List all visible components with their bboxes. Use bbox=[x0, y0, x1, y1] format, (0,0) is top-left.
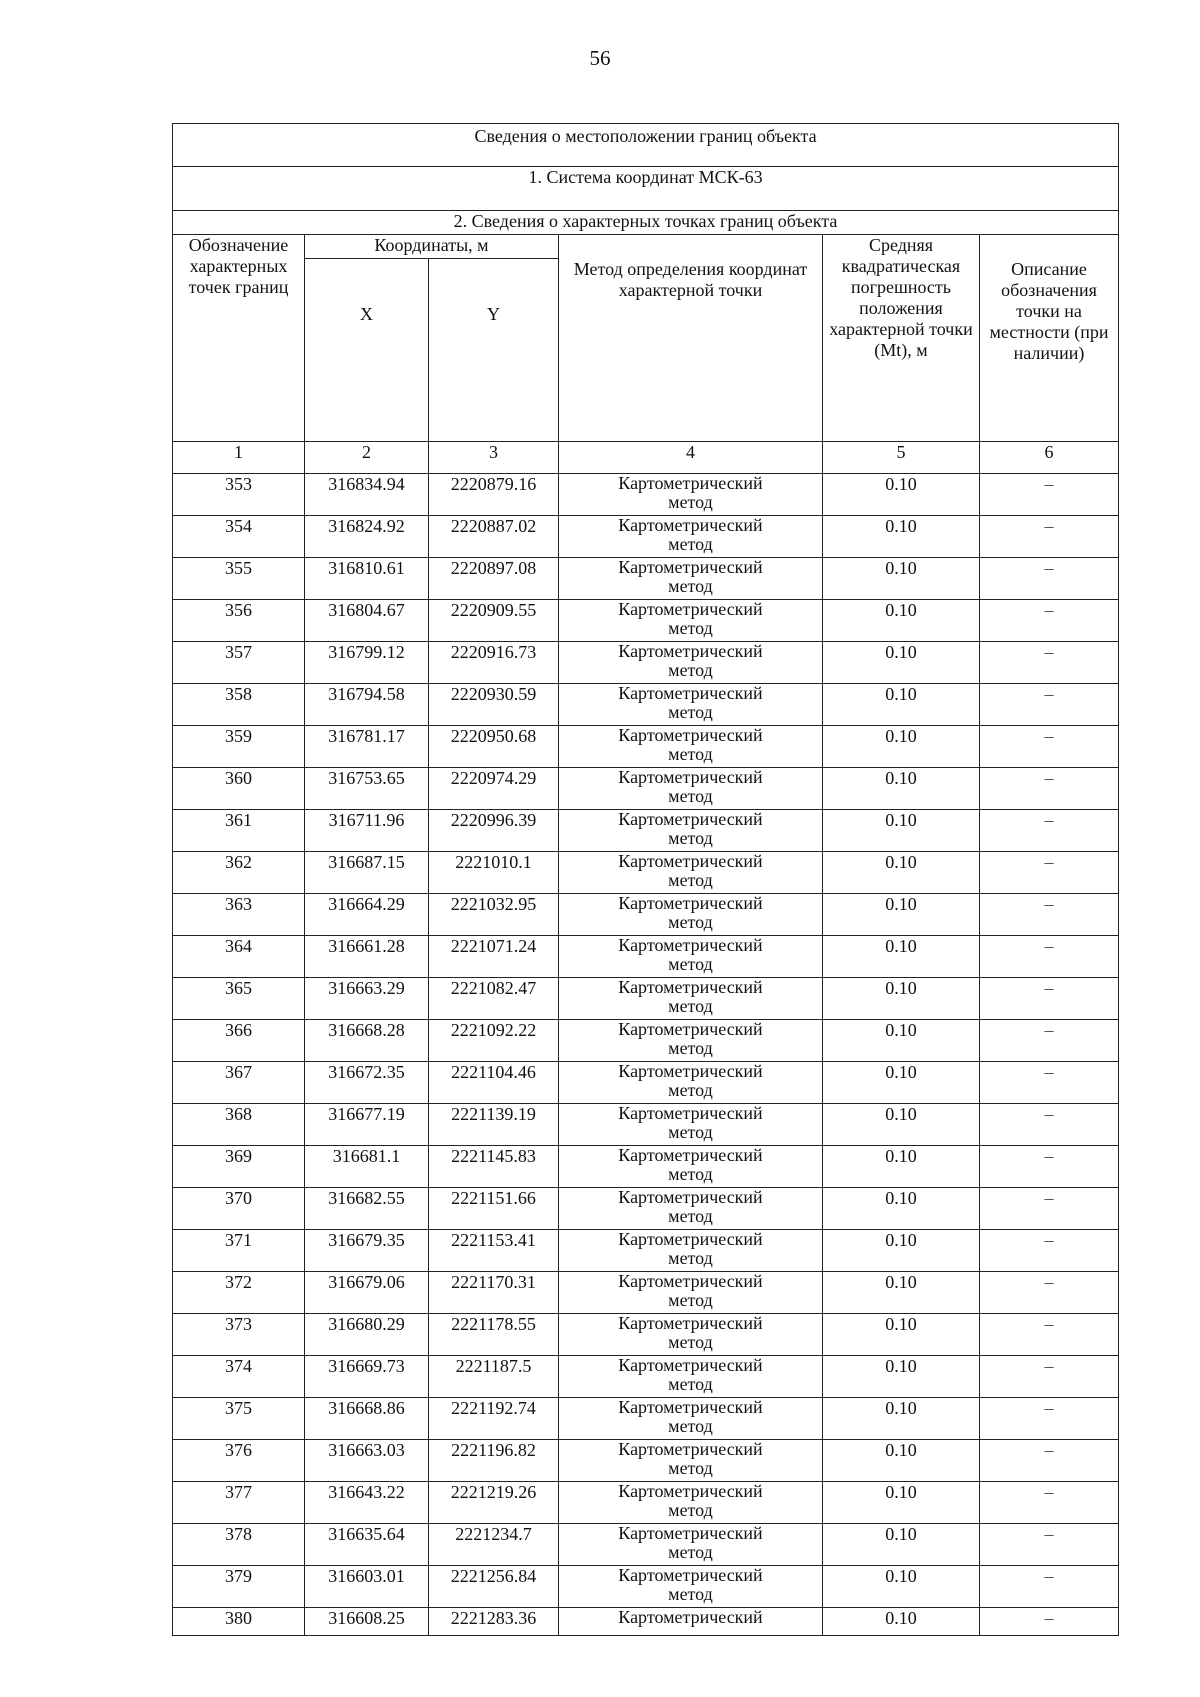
method-line-2: метод bbox=[668, 870, 713, 890]
description-cell: – bbox=[980, 1062, 1119, 1104]
x-coordinate-cell: 316680.29 bbox=[305, 1314, 429, 1356]
description-cell: – bbox=[980, 474, 1119, 516]
header-coords: Координаты, м bbox=[305, 235, 559, 259]
description-cell: – bbox=[980, 1608, 1119, 1636]
table-row bbox=[173, 1104, 1119, 1146]
method-line-2: метод bbox=[668, 744, 713, 764]
error-cell: 0.10 bbox=[823, 978, 980, 1020]
table-row bbox=[173, 1230, 1119, 1272]
method-line-1: Картометрический bbox=[618, 1355, 763, 1375]
coordinate-system: 1. Система координат МСК-63 bbox=[173, 167, 1119, 211]
y-coordinate-cell: 2221151.66 bbox=[429, 1188, 559, 1230]
method-cell bbox=[559, 642, 823, 684]
point-id-cell: 365 bbox=[173, 978, 305, 1020]
error-cell: 0.10 bbox=[823, 1314, 980, 1356]
method-line-1: Картометрический bbox=[618, 1397, 763, 1417]
method-cell bbox=[559, 474, 823, 516]
y-coordinate-cell: 2221196.82 bbox=[429, 1440, 559, 1482]
point-id-cell: 360 bbox=[173, 768, 305, 810]
description-cell: – bbox=[980, 852, 1119, 894]
error-cell: 0.10 bbox=[823, 726, 980, 768]
description-cell: – bbox=[980, 558, 1119, 600]
x-coordinate-cell: 316799.12 bbox=[305, 642, 429, 684]
method-line-2: метод bbox=[668, 828, 713, 848]
method-line-2: метод bbox=[668, 1584, 713, 1604]
table-row bbox=[173, 1146, 1119, 1188]
description-cell: – bbox=[980, 1230, 1119, 1272]
method-cell bbox=[559, 768, 823, 810]
description-cell: – bbox=[980, 726, 1119, 768]
method-line-2: метод bbox=[668, 492, 713, 512]
column-number-row bbox=[173, 442, 1119, 474]
method-cell bbox=[559, 894, 823, 936]
error-cell: 0.10 bbox=[823, 600, 980, 642]
description-cell: – bbox=[980, 1146, 1119, 1188]
y-coordinate-cell: 2220996.39 bbox=[429, 810, 559, 852]
method-cell bbox=[559, 978, 823, 1020]
error-cell: 0.10 bbox=[823, 642, 980, 684]
method-line-1: Картометрический bbox=[618, 1607, 763, 1627]
method-cell bbox=[559, 726, 823, 768]
y-coordinate-cell: 2221092.22 bbox=[429, 1020, 559, 1062]
error-cell: 0.10 bbox=[823, 1020, 980, 1062]
point-id-cell: 374 bbox=[173, 1356, 305, 1398]
method-line-2: метод bbox=[668, 1416, 713, 1436]
method-cell bbox=[559, 1188, 823, 1230]
error-cell: 0.10 bbox=[823, 684, 980, 726]
method-cell bbox=[559, 1356, 823, 1398]
point-id-cell: 378 bbox=[173, 1524, 305, 1566]
description-cell: – bbox=[980, 1524, 1119, 1566]
method-line-1: Картометрический bbox=[618, 893, 763, 913]
y-coordinate-cell: 2221192.74 bbox=[429, 1398, 559, 1440]
point-id-cell: 372 bbox=[173, 1272, 305, 1314]
table-row bbox=[173, 1482, 1119, 1524]
description-cell: – bbox=[980, 978, 1119, 1020]
point-id-cell: 361 bbox=[173, 810, 305, 852]
method-line-1: Картометрический bbox=[618, 1061, 763, 1081]
point-id-cell: 354 bbox=[173, 516, 305, 558]
point-id-cell: 369 bbox=[173, 1146, 305, 1188]
x-coordinate-cell: 316669.73 bbox=[305, 1356, 429, 1398]
table-row bbox=[173, 810, 1119, 852]
point-id-cell: 366 bbox=[173, 1020, 305, 1062]
method-line-1: Картометрический bbox=[618, 1523, 763, 1543]
header-error: Средняя квадратическая погрешность положения характерной точки (Mt), м bbox=[823, 235, 980, 442]
point-id-cell: 364 bbox=[173, 936, 305, 978]
method-cell bbox=[559, 1314, 823, 1356]
method-line-2: метод bbox=[668, 576, 713, 596]
y-coordinate-cell: 2221071.24 bbox=[429, 936, 559, 978]
method-line-1: Картометрический bbox=[618, 1565, 763, 1585]
method-line-1: Картометрический bbox=[618, 1103, 763, 1123]
header-x: X bbox=[305, 259, 429, 442]
column-number: 1 bbox=[173, 442, 305, 474]
error-cell: 0.10 bbox=[823, 1104, 980, 1146]
description-cell: – bbox=[980, 1104, 1119, 1146]
point-id-cell: 371 bbox=[173, 1230, 305, 1272]
x-coordinate-cell: 316672.35 bbox=[305, 1062, 429, 1104]
method-line-2: метод bbox=[668, 1542, 713, 1562]
method-line-1: Картометрический bbox=[618, 1229, 763, 1249]
method-line-2: метод bbox=[668, 1206, 713, 1226]
method-line-2: метод bbox=[668, 534, 713, 554]
table-row bbox=[173, 1188, 1119, 1230]
description-cell: – bbox=[980, 810, 1119, 852]
x-coordinate-cell: 316608.25 bbox=[305, 1608, 429, 1636]
table-row bbox=[173, 684, 1119, 726]
error-cell: 0.10 bbox=[823, 1524, 980, 1566]
method-cell bbox=[559, 684, 823, 726]
description-cell: – bbox=[980, 1440, 1119, 1482]
y-coordinate-cell: 2221170.31 bbox=[429, 1272, 559, 1314]
error-cell: 0.10 bbox=[823, 768, 980, 810]
x-coordinate-cell: 316664.29 bbox=[305, 894, 429, 936]
table-row bbox=[173, 1356, 1119, 1398]
description-cell: – bbox=[980, 684, 1119, 726]
method-cell bbox=[559, 558, 823, 600]
column-number: 3 bbox=[429, 442, 559, 474]
point-id-cell: 373 bbox=[173, 1314, 305, 1356]
x-coordinate-cell: 316661.28 bbox=[305, 936, 429, 978]
table-row bbox=[173, 1440, 1119, 1482]
method-cell bbox=[559, 1104, 823, 1146]
point-id-cell: 380 bbox=[173, 1608, 305, 1636]
y-coordinate-cell: 2221082.47 bbox=[429, 978, 559, 1020]
description-cell: – bbox=[980, 1398, 1119, 1440]
error-cell: 0.10 bbox=[823, 1188, 980, 1230]
table-row bbox=[173, 1524, 1119, 1566]
method-line-1: Картометрический bbox=[618, 1019, 763, 1039]
method-line-1: Картометрический bbox=[618, 1313, 763, 1333]
table-row bbox=[173, 852, 1119, 894]
x-coordinate-cell: 316711.96 bbox=[305, 810, 429, 852]
method-line-1: Картометрический bbox=[618, 641, 763, 661]
method-line-1: Картометрический bbox=[618, 599, 763, 619]
point-id-cell: 370 bbox=[173, 1188, 305, 1230]
point-id-cell: 367 bbox=[173, 1062, 305, 1104]
point-id-cell: 358 bbox=[173, 684, 305, 726]
method-cell bbox=[559, 1146, 823, 1188]
y-coordinate-cell: 2220897.08 bbox=[429, 558, 559, 600]
y-coordinate-cell: 2221153.41 bbox=[429, 1230, 559, 1272]
description-cell: – bbox=[980, 1020, 1119, 1062]
method-line-2: метод bbox=[668, 1332, 713, 1352]
table-row bbox=[173, 516, 1119, 558]
table-row bbox=[173, 1272, 1119, 1314]
method-line-1: Картометрический bbox=[618, 935, 763, 955]
description-cell: – bbox=[980, 642, 1119, 684]
method-line-1: Картометрический bbox=[618, 557, 763, 577]
method-cell bbox=[559, 516, 823, 558]
y-coordinate-cell: 2221178.55 bbox=[429, 1314, 559, 1356]
method-line-2: метод bbox=[668, 660, 713, 680]
error-cell: 0.10 bbox=[823, 1482, 980, 1524]
method-line-2: метод bbox=[668, 1500, 713, 1520]
x-coordinate-cell: 316663.29 bbox=[305, 978, 429, 1020]
x-coordinate-cell: 316679.35 bbox=[305, 1230, 429, 1272]
error-cell: 0.10 bbox=[823, 558, 980, 600]
y-coordinate-cell: 2221219.26 bbox=[429, 1482, 559, 1524]
description-cell: – bbox=[980, 1356, 1119, 1398]
x-coordinate-cell: 316794.58 bbox=[305, 684, 429, 726]
description-cell: – bbox=[980, 1272, 1119, 1314]
method-cell bbox=[559, 936, 823, 978]
error-cell: 0.10 bbox=[823, 894, 980, 936]
method-line-2: метод bbox=[668, 1248, 713, 1268]
y-coordinate-cell: 2220879.16 bbox=[429, 474, 559, 516]
method-line-1: Картометрический bbox=[618, 977, 763, 997]
method-line-2: метод bbox=[668, 1080, 713, 1100]
method-line-1: Картометрический bbox=[618, 809, 763, 829]
description-cell: – bbox=[980, 1188, 1119, 1230]
method-cell bbox=[559, 1608, 823, 1636]
table-row bbox=[173, 558, 1119, 600]
method-line-1: Картометрический bbox=[618, 1271, 763, 1291]
method-line-2: метод bbox=[668, 1290, 713, 1310]
column-number: 4 bbox=[559, 442, 823, 474]
method-line-2: метод bbox=[668, 702, 713, 722]
error-cell: 0.10 bbox=[823, 1608, 980, 1636]
method-line-1: Картометрический bbox=[618, 473, 763, 493]
error-cell: 0.10 bbox=[823, 516, 980, 558]
table-title: Сведения о местоположении границ объекта bbox=[173, 124, 1119, 167]
boundary-points-table bbox=[172, 123, 1119, 1636]
method-line-2: метод bbox=[668, 786, 713, 806]
method-line-2: метод bbox=[668, 1122, 713, 1142]
y-coordinate-cell: 2221234.7 bbox=[429, 1524, 559, 1566]
y-coordinate-cell: 2221104.46 bbox=[429, 1062, 559, 1104]
error-cell: 0.10 bbox=[823, 1146, 980, 1188]
point-id-cell: 376 bbox=[173, 1440, 305, 1482]
x-coordinate-cell: 316643.22 bbox=[305, 1482, 429, 1524]
x-coordinate-cell: 316681.1 bbox=[305, 1146, 429, 1188]
method-line-1: Картометрический bbox=[618, 1439, 763, 1459]
header-description: Описание обозначения точки на местности (при наличии) bbox=[980, 235, 1119, 442]
method-cell bbox=[559, 810, 823, 852]
table-row bbox=[173, 978, 1119, 1020]
table-row bbox=[173, 894, 1119, 936]
x-coordinate-cell: 316810.61 bbox=[305, 558, 429, 600]
method-cell bbox=[559, 1482, 823, 1524]
method-cell bbox=[559, 600, 823, 642]
x-coordinate-cell: 316834.94 bbox=[305, 474, 429, 516]
method-cell bbox=[559, 852, 823, 894]
point-id-cell: 356 bbox=[173, 600, 305, 642]
description-cell: – bbox=[980, 768, 1119, 810]
x-coordinate-cell: 316804.67 bbox=[305, 600, 429, 642]
column-number: 2 bbox=[305, 442, 429, 474]
x-coordinate-cell: 316753.65 bbox=[305, 768, 429, 810]
method-line-1: Картометрический bbox=[618, 725, 763, 745]
method-line-2: метод bbox=[668, 618, 713, 638]
error-cell: 0.10 bbox=[823, 1230, 980, 1272]
table-row bbox=[173, 726, 1119, 768]
header-designation: Обозначение характерных точек границ bbox=[173, 235, 305, 442]
table-row bbox=[173, 768, 1119, 810]
error-cell: 0.10 bbox=[823, 1566, 980, 1608]
table-row bbox=[173, 1062, 1119, 1104]
y-coordinate-cell: 2221283.36 bbox=[429, 1608, 559, 1636]
y-coordinate-cell: 2220916.73 bbox=[429, 642, 559, 684]
y-coordinate-cell: 2220930.59 bbox=[429, 684, 559, 726]
header-y: Y bbox=[429, 259, 559, 442]
method-line-2: метод bbox=[668, 954, 713, 974]
y-coordinate-cell: 2221010.1 bbox=[429, 852, 559, 894]
table-row bbox=[173, 642, 1119, 684]
description-cell: – bbox=[980, 1566, 1119, 1608]
table-row bbox=[173, 1398, 1119, 1440]
method-line-2: метод bbox=[668, 1038, 713, 1058]
method-cell bbox=[559, 1566, 823, 1608]
method-line-1: Картометрический bbox=[618, 1187, 763, 1207]
x-coordinate-cell: 316663.03 bbox=[305, 1440, 429, 1482]
method-line-2: метод bbox=[668, 1374, 713, 1394]
x-coordinate-cell: 316682.55 bbox=[305, 1188, 429, 1230]
x-coordinate-cell: 316679.06 bbox=[305, 1272, 429, 1314]
method-line-1: Картометрический bbox=[618, 1481, 763, 1501]
method-line-1: Картометрический bbox=[618, 515, 763, 535]
method-line-1: Картометрический bbox=[618, 851, 763, 871]
description-cell: – bbox=[980, 516, 1119, 558]
error-cell: 0.10 bbox=[823, 810, 980, 852]
method-line-2: метод bbox=[668, 1458, 713, 1478]
method-cell bbox=[559, 1524, 823, 1566]
x-coordinate-cell: 316687.15 bbox=[305, 852, 429, 894]
y-coordinate-cell: 2220974.29 bbox=[429, 768, 559, 810]
y-coordinate-cell: 2220909.55 bbox=[429, 600, 559, 642]
error-cell: 0.10 bbox=[823, 852, 980, 894]
point-id-cell: 355 bbox=[173, 558, 305, 600]
page-number: 56 bbox=[589, 46, 611, 70]
description-cell: – bbox=[980, 1314, 1119, 1356]
method-line-1: Картометрический bbox=[618, 1145, 763, 1165]
y-coordinate-cell: 2221139.19 bbox=[429, 1104, 559, 1146]
error-cell: 0.10 bbox=[823, 1440, 980, 1482]
point-id-cell: 353 bbox=[173, 474, 305, 516]
y-coordinate-cell: 2221187.5 bbox=[429, 1356, 559, 1398]
error-cell: 0.10 bbox=[823, 1062, 980, 1104]
column-number: 6 bbox=[980, 442, 1119, 474]
description-cell: – bbox=[980, 894, 1119, 936]
point-id-cell: 357 bbox=[173, 642, 305, 684]
point-id-cell: 375 bbox=[173, 1398, 305, 1440]
point-id-cell: 368 bbox=[173, 1104, 305, 1146]
method-line-1: Картометрический bbox=[618, 767, 763, 787]
description-cell: – bbox=[980, 600, 1119, 642]
header-method: Метод определения координат характерной точки bbox=[559, 235, 823, 442]
table-row bbox=[173, 1566, 1119, 1608]
y-coordinate-cell: 2221032.95 bbox=[429, 894, 559, 936]
method-cell bbox=[559, 1230, 823, 1272]
error-cell: 0.10 bbox=[823, 1272, 980, 1314]
error-cell: 0.10 bbox=[823, 1398, 980, 1440]
point-id-cell: 363 bbox=[173, 894, 305, 936]
points-heading: 2. Сведения о характерных точках границ объекта bbox=[173, 211, 1119, 235]
method-line-2: метод bbox=[668, 996, 713, 1016]
table-row bbox=[173, 474, 1119, 516]
table-row bbox=[173, 1608, 1119, 1636]
point-id-cell: 379 bbox=[173, 1566, 305, 1608]
x-coordinate-cell: 316677.19 bbox=[305, 1104, 429, 1146]
column-number: 5 bbox=[823, 442, 980, 474]
table-row bbox=[173, 1314, 1119, 1356]
method-line-2: метод bbox=[668, 1164, 713, 1184]
method-line-1: Картометрический bbox=[618, 683, 763, 703]
error-cell: 0.10 bbox=[823, 474, 980, 516]
y-coordinate-cell: 2221256.84 bbox=[429, 1566, 559, 1608]
method-cell bbox=[559, 1062, 823, 1104]
y-coordinate-cell: 2220950.68 bbox=[429, 726, 559, 768]
method-cell bbox=[559, 1020, 823, 1062]
table-row bbox=[173, 936, 1119, 978]
method-cell bbox=[559, 1398, 823, 1440]
point-id-cell: 362 bbox=[173, 852, 305, 894]
description-cell: – bbox=[980, 936, 1119, 978]
method-cell bbox=[559, 1272, 823, 1314]
x-coordinate-cell: 316824.92 bbox=[305, 516, 429, 558]
error-cell: 0.10 bbox=[823, 936, 980, 978]
x-coordinate-cell: 316781.17 bbox=[305, 726, 429, 768]
error-cell: 0.10 bbox=[823, 1356, 980, 1398]
method-cell bbox=[559, 1440, 823, 1482]
description-cell: – bbox=[980, 1482, 1119, 1524]
x-coordinate-cell: 316668.28 bbox=[305, 1020, 429, 1062]
method-line-2: метод bbox=[668, 912, 713, 932]
y-coordinate-cell: 2220887.02 bbox=[429, 516, 559, 558]
y-coordinate-cell: 2221145.83 bbox=[429, 1146, 559, 1188]
x-coordinate-cell: 316635.64 bbox=[305, 1524, 429, 1566]
point-id-cell: 359 bbox=[173, 726, 305, 768]
table-row bbox=[173, 1020, 1119, 1062]
point-id-cell: 377 bbox=[173, 1482, 305, 1524]
x-coordinate-cell: 316603.01 bbox=[305, 1566, 429, 1608]
table-row bbox=[173, 600, 1119, 642]
x-coordinate-cell: 316668.86 bbox=[305, 1398, 429, 1440]
